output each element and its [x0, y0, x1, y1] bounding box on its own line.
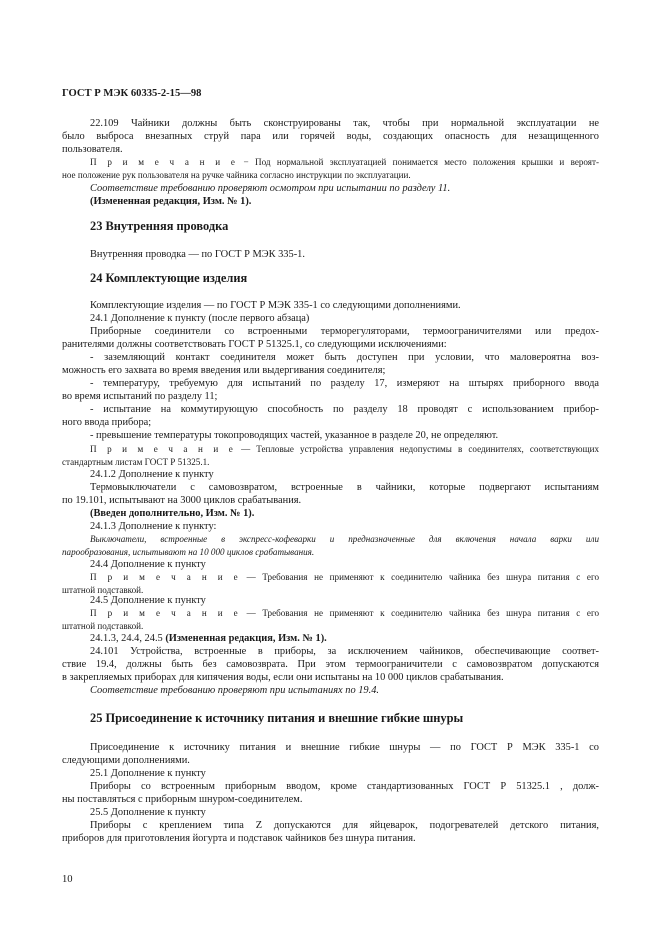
italic-requirement — [62, 533, 599, 559]
note-text: — Требования не применяют к соединителю чайника без шнура питания с его — [239, 608, 599, 618]
note-line: стандартным листам ГОСТ Р 51325.1. — [62, 457, 210, 467]
clause-22-109 — [62, 117, 599, 156]
clause-24-1: 24.1 Дополнение к пункту (после первого абзаца) — [90, 313, 310, 324]
dash-item: - превышение температуры токопроводящих частей, указанное в разделе 20, не определяют. — [90, 430, 499, 441]
note-line: ное положение рук пользователя на ручке чайника согласно инструкции по эксплуатации. — [62, 170, 411, 180]
text-line: ного ввода прибора; — [62, 417, 152, 428]
text-line: Комплектующие изделия — по ГОСТ Р МЭК 335-1 со следующими дополнениями. — [90, 300, 461, 311]
note-label: П р и м е ч а н и е — [90, 444, 235, 454]
note-line — [62, 443, 599, 456]
clause-25-1: 25.1 Дополнение к пункту — [90, 768, 206, 779]
clause-25-5: 25.5 Дополнение к пункту — [90, 807, 206, 818]
note-label: П р и м е ч а н и е — [90, 572, 240, 582]
text-line: Внутренняя проводка — по ГОСТ Р МЭК 335-1. — [90, 249, 305, 260]
revision-prefix: 24.1.3, 24.4, 24.5 — [90, 633, 166, 644]
text-line: Термовыключатели с самовозвратом, встроенные в чайники, которые подвергают испытаниям — [90, 482, 599, 493]
clause-24-1-2 — [62, 468, 599, 533]
compliance-check: Соответствие требованию проверяют осмотром при испытании по разделу 11. — [90, 183, 451, 194]
note-text: — Требования не применяют к соединителю чайника без шнура питания с его — [239, 572, 599, 582]
clause-24-101 — [62, 632, 599, 697]
text-line: приборов для приготовления йогурта и подставок чайников без шнура питания. — [62, 833, 416, 844]
note-line — [62, 571, 599, 584]
note-line — [62, 607, 599, 620]
note-2 — [62, 443, 599, 469]
text-line: ранителями должны соответствовать ГОСТ Р 51325.1, со следующими исключениями: — [62, 339, 447, 350]
text-line: Выключатели, встроенные в экспресс-кофеварки и предназначенные для включения начала варки или — [90, 534, 599, 544]
text-line: парообразования, испытывают на 10 000 циклов срабатывания. — [62, 547, 315, 557]
text-line: следующими дополнениями. — [62, 755, 190, 766]
note-4 — [62, 607, 599, 633]
note-1 — [62, 156, 599, 182]
note-label: П р и м е ч а н и е — [90, 157, 238, 167]
text-line: Приборы со встроенным приборным вводом, кроме стандартизованных ГОСТ Р 51325.1 , долж- — [90, 781, 599, 792]
page-number: 10 — [62, 874, 73, 885]
note-label: П р и м е ч а н и е — [90, 608, 240, 618]
section-23-title: 23 Внутренняя проводка — [90, 219, 229, 233]
section-24-body — [62, 299, 599, 442]
revision-line — [62, 632, 599, 645]
note-text: − Под нормальной эксплуатацией понимается место положения крышки и вероят- — [237, 157, 599, 167]
section-25-body — [62, 741, 599, 845]
text-line: пользователя. — [62, 144, 123, 155]
revision-note: (Измененная редакция, Изм. № 1). — [90, 196, 252, 207]
text-line: по 19.101, испытывают на 3000 циклов срабатывания. — [62, 495, 302, 506]
text-line: Приборные соединители со встроенными терморегуляторами, термоограничителями или предох- — [90, 326, 599, 337]
clause-24-4 — [62, 558, 599, 571]
clause-heading: 24.4 Дополнение к пункту — [90, 559, 206, 570]
clause-heading: 24.5 Дополнение к пункту — [90, 595, 206, 606]
revision-note: (Введен дополнительно, Изм. № 1). — [90, 508, 255, 519]
text-line: Приборы с креплением типа Z допускаются для яйцеварок, подогревателей детского питания, — [90, 820, 599, 831]
text-line: ны поставляться с приборным шнуром-соединителем. — [62, 794, 303, 805]
text-line: 22.109 Чайники должны быть сконструированы так, чтобы при нормальной эксплуатации не — [90, 118, 599, 129]
text-line: во время испытаний по разделу 11; — [62, 391, 218, 402]
clause-heading: 24.1.2 Дополнение к пункту — [90, 469, 214, 480]
text-line: было выброса внезапных струй пара или горячей воды, создающих опасность для незащищенного — [62, 131, 599, 142]
dash-item: - температуру, требуемую для испытаний по разделу 17, измеряют на штырях приборного ввода — [90, 378, 599, 389]
dash-item: - заземляющий контакт соединителя может быть доступен при условии, что маловероятна воз- — [90, 352, 599, 363]
text-line: ствие 19.4, должны быть без самовозврата. При этом термоограничители с самовозвратом допускаются — [62, 659, 599, 670]
note-line — [62, 156, 599, 169]
check-block-1 — [62, 182, 599, 208]
text-line: в закрепляемых приборах для кипячения воды, если они испытаны на 10 000 циклов срабатывания. — [62, 672, 504, 683]
section-24-title: 24 Комплектующие изделия — [90, 271, 248, 285]
dash-item: - испытание на коммутирующую способность по разделу 18 проводят с использованием прибор- — [90, 404, 599, 415]
clause-24-5 — [62, 594, 599, 607]
text-line: можность его захвата во время введения или выдергивания соединителя; — [62, 365, 386, 376]
note-text: — Тепловые устройства управления недопустимы в соединителях, соответствующих — [234, 444, 599, 454]
note-line: штатной подставкой. — [62, 621, 144, 631]
text-line: 24.101 Устройства, встроенные в приборы, за исключением чайников, обеспечивающие соответ- — [90, 646, 599, 657]
compliance-check: Соответствие требованию проверяют при испытаниях по 19.4. — [90, 685, 380, 696]
revision-note: (Измененная редакция, Изм. № 1). — [165, 633, 327, 644]
clause-heading: 24.1.3 Дополнение к пункту: — [90, 521, 217, 532]
document-header: ГОСТ Р МЭК 60335-2-15—98 — [62, 88, 202, 99]
text-line: Присоединение к источнику питания и внешние гибкие шнуры — по ГОСТ Р МЭК 335-1 со — [90, 742, 599, 753]
note-line: штатной подставкой. — [62, 585, 144, 595]
section-25-title: 25 Присоединение к источнику питания и внешние гибкие шнуры — [90, 711, 464, 725]
section-23-body — [62, 248, 599, 261]
